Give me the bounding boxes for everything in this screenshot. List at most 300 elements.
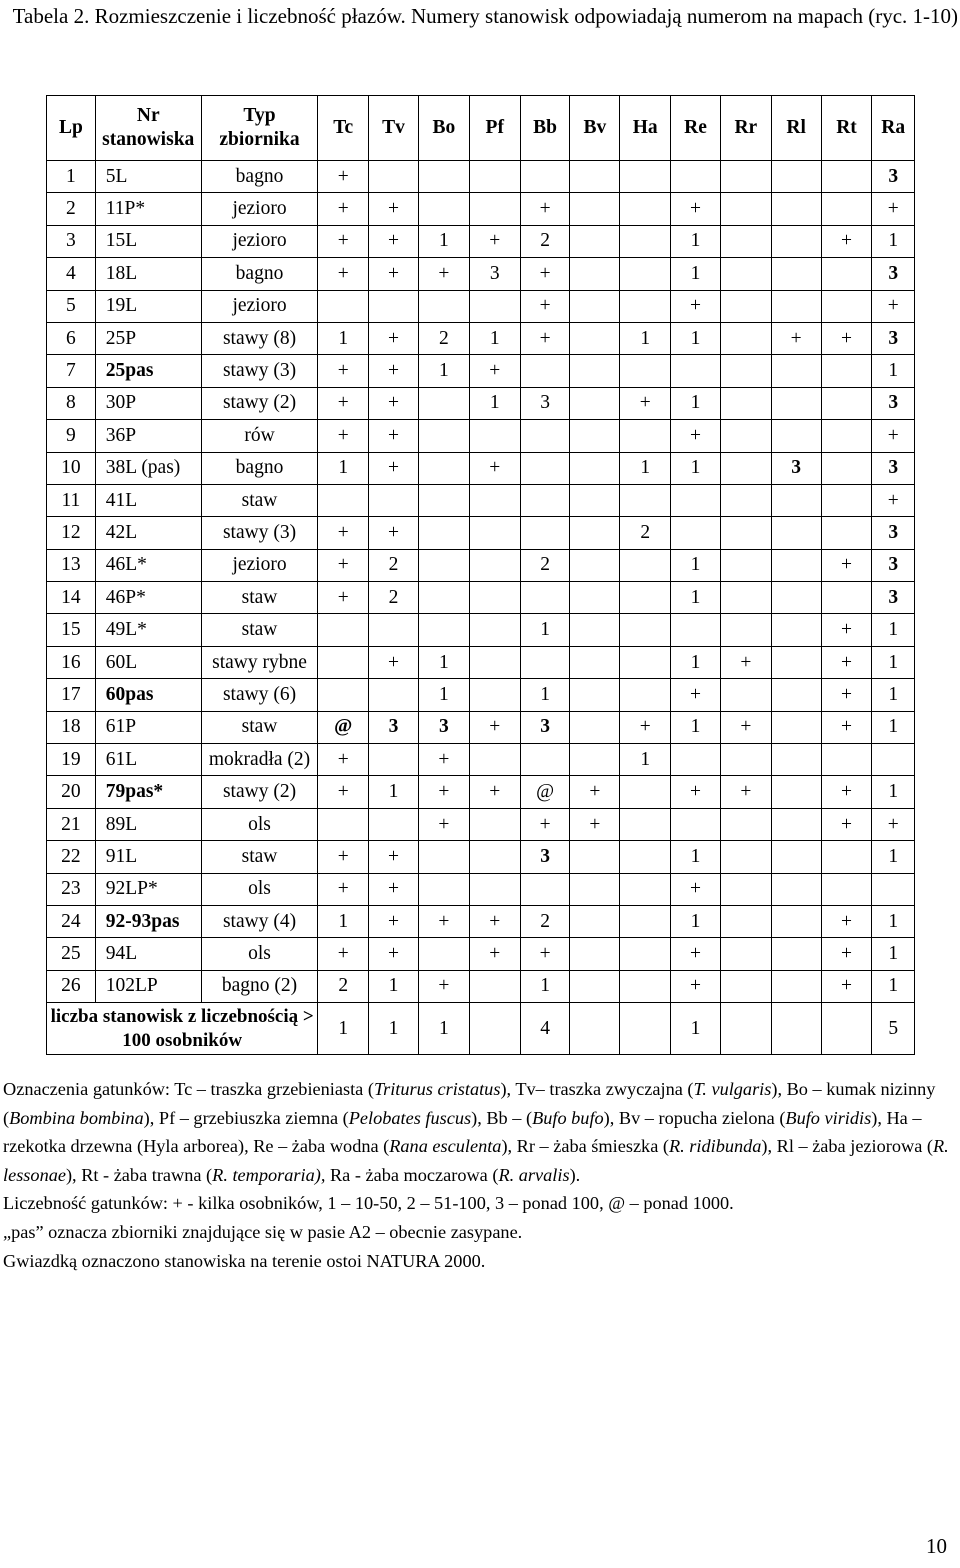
species-abundance-cell: + [872,420,915,452]
lp-cell: 17 [47,679,96,711]
summary-cell: 1 [369,1003,419,1055]
species-abundance-cell: + [318,387,369,419]
species-abundance-cell: 3 [872,582,915,614]
abundance-legend: Liczebność gatunków: + - kilka osobników, 1 – 10-50, 2 – 51-100, 3 – ponad 100, @ – ponad 1000. [3,1193,734,1214]
species-abundance-cell [821,387,872,419]
water-type-cell: stawy (3) [201,355,318,387]
species-abundance-cell: + [671,970,721,1002]
species-abundance-cell [821,517,872,549]
summary-cell: 1 [671,1003,721,1055]
species-abundance-cell: + [369,193,419,225]
species-abundance-cell: 1 [418,679,469,711]
lp-cell: 10 [47,452,96,484]
species-abundance-cell [620,420,671,452]
species-abundance-cell: + [369,873,419,905]
col-header-tv: Tv [369,96,419,161]
species-abundance-cell [771,225,821,257]
lp-cell: 18 [47,711,96,743]
species-abundance-cell [620,225,671,257]
species-abundance-cell: 1 [620,452,671,484]
water-type-cell: stawy (3) [201,517,318,549]
water-type-cell: ols [201,873,318,905]
amphibian-table [46,95,915,1055]
species-abundance-cell [771,646,821,678]
water-type-cell: mokradła (2) [201,744,318,776]
species-abundance-cell [570,517,620,549]
species-abundance-cell [620,614,671,646]
species-abundance-cell: + [821,776,872,808]
site-number-cell: 89L [95,808,201,840]
species-abundance-cell [418,290,469,322]
species-abundance-cell [821,841,872,873]
species-abundance-cell: + [821,970,872,1002]
site-number-cell: 92LP* [95,873,201,905]
table-row [47,517,915,549]
species-abundance-cell [771,484,821,516]
table-row [47,420,915,452]
site-number-cell: 18L [95,258,201,290]
species-abundance-cell: + [418,970,469,1002]
table-row [47,614,915,646]
site-number-cell: 30P [95,387,201,419]
species-abundance-cell: 1 [872,776,915,808]
species-abundance-cell: + [318,161,369,193]
table-row [47,549,915,581]
species-abundance-cell: + [872,484,915,516]
site-number-cell: 102LP [95,970,201,1002]
lp-cell: 11 [47,484,96,516]
species-abundance-cell [570,161,620,193]
species-abundance-cell: + [469,938,520,970]
water-type-cell: bagno (2) [201,970,318,1002]
species-abundance-cell: + [520,193,570,225]
species-abundance-cell [418,841,469,873]
table-row [47,322,915,354]
species-abundance-cell [469,679,520,711]
species-abundance-cell: 1 [671,905,721,937]
species-abundance-cell: 1 [872,841,915,873]
species-abundance-cell: + [671,290,721,322]
species-abundance-cell [570,679,620,711]
species-abundance-cell: 3 [872,322,915,354]
species-abundance-cell [821,484,872,516]
site-number-cell: 94L [95,938,201,970]
species-abundance-cell: 1 [469,387,520,419]
species-abundance-cell: + [369,452,419,484]
species-abundance-cell: 3 [520,841,570,873]
species-abundance-cell [821,161,872,193]
summary-cell [771,1003,821,1055]
species-abundance-cell [720,258,771,290]
table-row [47,711,915,743]
species-abundance-cell [821,452,872,484]
species-abundance-cell: 1 [671,646,721,678]
water-type-cell: stawy (2) [201,776,318,808]
species-abundance-cell: 1 [872,646,915,678]
species-abundance-cell: 1 [671,549,721,581]
species-abundance-cell [520,355,570,387]
species-abundance-cell: 1 [620,322,671,354]
water-type-cell: jezioro [201,193,318,225]
table-row [47,484,915,516]
species-abundance-cell [771,905,821,937]
site-number-cell: 49L* [95,614,201,646]
water-type-cell: jezioro [201,290,318,322]
species-abundance-cell: 1 [520,970,570,1002]
species-abundance-cell [872,744,915,776]
species-abundance-cell [418,484,469,516]
species-abundance-cell [570,646,620,678]
species-abundance-cell [771,938,821,970]
species-abundance-cell: + [318,517,369,549]
table-row [47,744,915,776]
species-abundance-cell [369,161,419,193]
water-type-cell: bagno [201,452,318,484]
species-abundance-cell [620,776,671,808]
page-number: 10 [926,1534,947,1558]
lp-cell: 12 [47,517,96,549]
species-abundance-cell [318,290,369,322]
summary-cell: 5 [872,1003,915,1055]
col-header-rt: Rt [821,96,872,161]
species-abundance-cell [771,193,821,225]
table-row [47,355,915,387]
species-abundance-cell [520,582,570,614]
water-type-cell: staw [201,582,318,614]
col-header-tc: Tc [318,96,369,161]
species-abundance-cell [671,484,721,516]
species-abundance-cell [771,776,821,808]
col-header-lp: Lp [47,96,96,161]
species-abundance-cell: 1 [671,322,721,354]
species-abundance-cell [671,161,721,193]
species-abundance-cell [520,646,570,678]
species-abundance-cell: + [318,744,369,776]
lp-cell: 15 [47,614,96,646]
lp-cell: 4 [47,258,96,290]
species-abundance-cell [620,841,671,873]
water-type-cell: staw [201,841,318,873]
species-abundance-cell: + [671,938,721,970]
species-abundance-cell: + [620,711,671,743]
col-header-ra: Ra [872,96,915,161]
species-abundance-cell: + [520,322,570,354]
species-abundance-cell [720,387,771,419]
species-abundance-cell: + [821,905,872,937]
table-row [47,387,915,419]
water-type-cell: stawy (6) [201,679,318,711]
species-abundance-cell: 1 [418,355,469,387]
summary-cell: 1 [418,1003,469,1055]
table-row [47,258,915,290]
species-abundance-cell [620,549,671,581]
species-abundance-cell [720,970,771,1002]
species-abundance-cell [469,290,520,322]
species-abundance-cell [520,744,570,776]
species-abundance-cell [720,484,771,516]
species-abundance-cell [771,808,821,840]
species-abundance-cell [520,873,570,905]
species-abundance-cell [671,355,721,387]
species-abundance-cell [671,614,721,646]
summary-cell [620,1003,671,1055]
species-abundance-cell [821,193,872,225]
species-abundance-cell [720,679,771,711]
water-type-cell: staw [201,614,318,646]
species-abundance-cell: 1 [671,452,721,484]
table-row [47,808,915,840]
water-type-cell: stawy (2) [201,387,318,419]
species-abundance-cell [469,873,520,905]
species-abundance-cell: 3 [872,549,915,581]
species-abundance-cell [620,355,671,387]
species-abundance-cell: + [318,225,369,257]
species-abundance-cell: 1 [671,387,721,419]
species-abundance-cell: + [469,355,520,387]
species-abundance-cell: + [872,808,915,840]
species-abundance-cell: + [418,744,469,776]
species-abundance-cell [520,161,570,193]
species-abundance-cell: 1 [369,776,419,808]
species-abundance-cell: + [771,322,821,354]
lp-cell: 8 [47,387,96,419]
species-abundance-cell [469,484,520,516]
species-abundance-cell: 1 [872,905,915,937]
col-header-re: Re [671,96,721,161]
lp-cell: 22 [47,841,96,873]
species-abundance-cell [821,355,872,387]
site-number-cell: 36P [95,420,201,452]
water-type-cell: staw [201,711,318,743]
species-abundance-cell [771,744,821,776]
lp-cell: 19 [47,744,96,776]
species-abundance-cell [720,517,771,549]
species-abundance-cell [771,355,821,387]
lp-cell: 14 [47,582,96,614]
species-abundance-cell: + [671,776,721,808]
species-abundance-cell [570,290,620,322]
species-abundance-cell: 2 [520,549,570,581]
table-row [47,970,915,1002]
site-number-cell: 38L (pas) [95,452,201,484]
species-abundance-cell [418,452,469,484]
site-number-cell: 91L [95,841,201,873]
species-abundance-cell: + [671,193,721,225]
species-abundance-cell: 1 [671,841,721,873]
species-abundance-cell: + [671,420,721,452]
species-abundance-cell [720,549,771,581]
species-abundance-cell: 1 [872,614,915,646]
species-abundance-cell [570,711,620,743]
table-row [47,938,915,970]
table-row [47,776,915,808]
species-abundance-cell [418,517,469,549]
species-abundance-cell [520,420,570,452]
species-abundance-cell [520,484,570,516]
species-abundance-cell [771,387,821,419]
species-abundance-cell: 2 [369,549,419,581]
summary-row [47,1003,915,1055]
species-abundance-cell [418,873,469,905]
col-header-bv: Bv [570,96,620,161]
table-row [47,582,915,614]
lp-cell: 3 [47,225,96,257]
col-header-ha: Ha [620,96,671,161]
species-abundance-cell: 1 [620,744,671,776]
species-abundance-cell: + [872,193,915,225]
site-number-cell: 61P [95,711,201,743]
species-abundance-cell [620,484,671,516]
species-abundance-cell [570,549,620,581]
species-abundance-cell: + [720,776,771,808]
summary-cell [570,1003,620,1055]
species-abundance-cell [570,905,620,937]
species-abundance-cell [771,679,821,711]
site-number-cell: 92-93pas [95,905,201,937]
species-abundance-cell: + [469,452,520,484]
table-row [47,452,915,484]
water-type-cell: bagno [201,161,318,193]
species-abundance-cell [620,905,671,937]
species-abundance-cell: 1 [872,938,915,970]
species-abundance-cell: + [369,938,419,970]
species-abundance-cell [570,744,620,776]
col-header-rl: Rl [771,96,821,161]
species-abundance-cell [418,161,469,193]
pas-note: „pas” oznacza zbiorniki znajdujące się w pasie A2 – obecnie zasypane. [3,1221,523,1242]
legend-notes [3,1075,955,1275]
species-abundance-cell: + [821,679,872,711]
water-type-cell: ols [201,808,318,840]
site-number-cell: 46P* [95,582,201,614]
species-abundance-cell: 1 [369,970,419,1002]
species-abundance-cell: + [821,549,872,581]
species-abundance-cell [620,970,671,1002]
species-abundance-cell [520,517,570,549]
species-abundance-cell: + [369,225,419,257]
species-abundance-cell [720,808,771,840]
summary-cell [720,1003,771,1055]
species-abundance-cell: + [520,938,570,970]
lp-cell: 5 [47,290,96,322]
species-abundance-cell [469,420,520,452]
species-abundance-cell [671,744,721,776]
species-abundance-cell: + [369,355,419,387]
species-abundance-cell [821,744,872,776]
species-abundance-cell: + [821,938,872,970]
species-abundance-cell [469,970,520,1002]
species-abundance-cell: + [671,679,721,711]
species-abundance-cell [369,679,419,711]
species-abundance-cell [570,970,620,1002]
species-abundance-cell [570,582,620,614]
species-abundance-cell: + [369,646,419,678]
species-abundance-cell [570,484,620,516]
species-abundance-cell: + [520,808,570,840]
species-abundance-cell [720,355,771,387]
natura-note: Gwiazdką oznaczono stanowiska na terenie ostoi NATURA 2000. [3,1250,486,1271]
species-abundance-cell: + [671,873,721,905]
water-type-cell: jezioro [201,549,318,581]
species-abundance-cell [570,873,620,905]
site-number-cell: 25P [95,322,201,354]
species-abundance-cell: + [369,387,419,419]
species-abundance-cell: 2 [418,322,469,354]
species-abundance-cell: + [318,258,369,290]
species-abundance-cell [418,614,469,646]
water-type-cell: stawy (4) [201,905,318,937]
species-abundance-cell: + [821,225,872,257]
species-abundance-cell: + [418,905,469,937]
species-abundance-cell: 1 [872,679,915,711]
species-abundance-cell: + [318,193,369,225]
species-abundance-cell: + [821,614,872,646]
table-row [47,905,915,937]
table-row [47,873,915,905]
species-abundance-cell [771,711,821,743]
species-abundance-cell: + [720,711,771,743]
species-abundance-cell [418,938,469,970]
species-abundance-cell: 1 [671,225,721,257]
species-abundance-cell [318,484,369,516]
species-abundance-cell [720,193,771,225]
site-number-cell: 60pas [95,679,201,711]
table-header-row [47,96,915,161]
species-abundance-cell [469,549,520,581]
species-abundance-cell: + [872,290,915,322]
species-abundance-cell [720,938,771,970]
species-abundance-cell [771,258,821,290]
species-abundance-cell: 1 [318,322,369,354]
species-abundance-cell [318,808,369,840]
species-abundance-cell: + [318,776,369,808]
lp-cell: 7 [47,355,96,387]
species-abundance-cell: 1 [418,225,469,257]
species-abundance-cell [469,744,520,776]
species-abundance-cell: + [369,905,419,937]
species-abundance-cell: 3 [520,711,570,743]
species-abundance-cell [821,582,872,614]
species-abundance-cell [821,420,872,452]
water-type-cell: bagno [201,258,318,290]
species-abundance-cell [720,161,771,193]
species-abundance-cell: + [418,808,469,840]
species-abundance-cell [318,679,369,711]
summary-cell: 4 [520,1003,570,1055]
species-abundance-cell [570,225,620,257]
species-abundance-cell [318,614,369,646]
species-legend: Oznaczenia gatunków: Tc – traszka grzebieniasta (Triturus cristatus), Tv– traszka zwyczajna (T. vulgaris), Bo – kumak nizinny (Bombina bombina), Pf – grzebiuszka ziemna (Pelobates fuscus), Bb – (Bufo bufo), Bv – ropucha zielona (Bufo viridis), Ha – rzekotka drzewna (Hyla arborea), Re – żaba wodna (Rana esculenta), Rr – żaba śmieszka (R. ridibunda), Rl – żaba jeziorowa (R. lessonae), Rt - żaba trawna (R. temporaria), Ra - żaba moczarowa (R. arvalis). [3,1079,949,1185]
species-abundance-cell [570,841,620,873]
species-abundance-cell [771,420,821,452]
col-header-bo: Bo [418,96,469,161]
species-abundance-cell [620,808,671,840]
lp-cell: 1 [47,161,96,193]
species-abundance-cell [720,841,771,873]
species-abundance-cell [720,582,771,614]
species-abundance-cell [620,161,671,193]
species-abundance-cell [620,873,671,905]
species-abundance-cell [620,193,671,225]
species-abundance-cell [369,744,419,776]
species-abundance-cell: + [821,711,872,743]
species-abundance-cell [720,744,771,776]
species-abundance-cell: 1 [318,905,369,937]
species-abundance-cell [620,582,671,614]
summary-cell: 1 [318,1003,369,1055]
species-abundance-cell [469,841,520,873]
water-type-cell: stawy (8) [201,322,318,354]
